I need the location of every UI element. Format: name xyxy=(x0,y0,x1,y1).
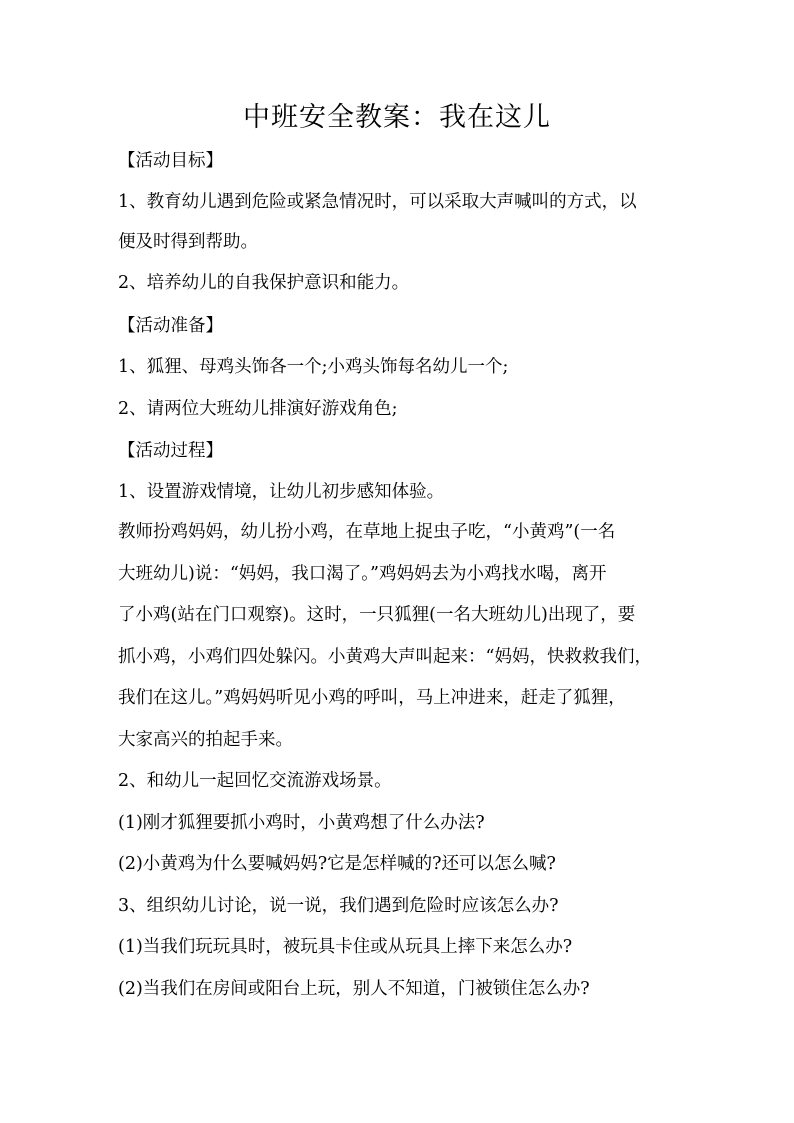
paragraph-line: 2、请两位大班幼儿排演好游戏角色; xyxy=(118,399,398,419)
paragraph-line: 了小鸡(站在门口观察)。这时，一只狐狸(一名大班幼儿)出现了，要 xyxy=(118,605,636,625)
paragraph-line: 2、和幼儿一起回忆交流游戏场景。 xyxy=(118,771,392,791)
paragraph-line: (1)当我们玩玩具时，被玩具卡住或从玩具上摔下来怎么办? xyxy=(118,937,573,957)
paragraph-line: 3、组织幼儿讨论，说一说，我们遇到危险时应该怎么办? xyxy=(118,896,559,916)
section-heading-goals: 【活动目标】 xyxy=(118,151,223,171)
paragraph-line: 大家高兴的拍起手来。 xyxy=(118,730,293,750)
paragraph-line: (2)当我们在房间或阳台上玩，别人不知道，门被锁住怎么办? xyxy=(118,979,590,999)
paragraph-line: (2)小黄鸡为什么要喊妈妈?它是怎样喊的?还可以怎么喊? xyxy=(118,854,556,874)
section-heading-process: 【活动过程】 xyxy=(118,441,223,461)
paragraph-line: 1、设置游戏情境，让幼儿初步感知体验。 xyxy=(118,482,445,502)
paragraph-line: 大班幼儿)说：“妈妈，我口渴了。”鸡妈妈去为小鸡找水喝，离开 xyxy=(118,564,607,584)
paragraph-line: (1)刚才狐狸要抓小鸡时，小黄鸡想了什么办法? xyxy=(118,813,485,833)
paragraph-line: 便及时得到帮助。 xyxy=(118,232,258,252)
paragraph-line: 我们在这儿。”鸡妈妈听见小鸡的呼叫，马上冲进来，赶走了狐狸， xyxy=(118,688,626,708)
paragraph-line: 抓小鸡，小鸡们四处躲闪。小黄鸡大声叫起来：“妈妈，快救救我们， xyxy=(118,647,652,667)
paragraph-line: 1、教育幼儿遇到危险或紧急情况时，可以采取大声喊叫的方式，以 xyxy=(118,192,637,212)
document-title: 中班安全教案：我在这儿 xyxy=(243,102,551,133)
paragraph-line: 教师扮鸡妈妈，幼儿扮小鸡，在草地上捉虫子吃，“小黄鸡”(一名 xyxy=(118,522,616,542)
section-heading-preparation: 【活动准备】 xyxy=(118,316,223,336)
paragraph-line: 2、培养幼儿的自我保护意识和能力。 xyxy=(118,273,410,293)
paragraph-line: 1、狐狸、母鸡头饰各一个;小鸡头饰每名幼儿一个; xyxy=(118,357,509,377)
